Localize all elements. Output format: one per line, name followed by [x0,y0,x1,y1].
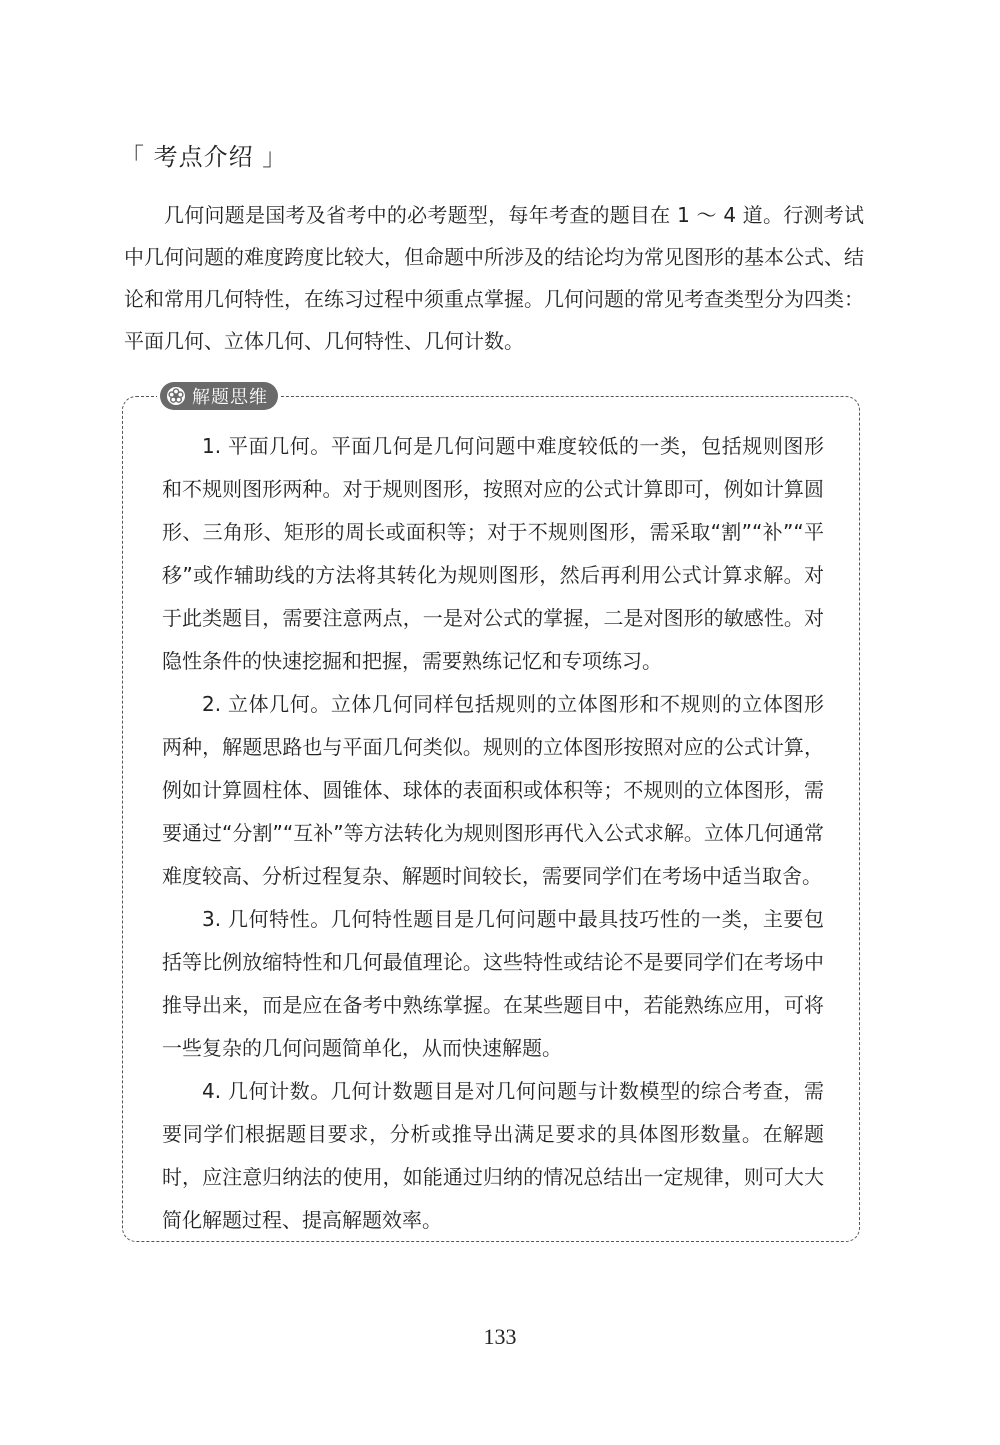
thinking-badge [160,382,278,410]
flower-icon [166,386,186,406]
thinking-item: 3. 几何特性。几何特性题目是几何问题中最具技巧性的一类，主要包括等比例放缩特性和几何最值理论。这些特性或结论不是要同学们在考场中推导出来，而是应在备考中熟练掌握。在某些题目中，若能熟练应用，可将一些复杂的几何问题简单化，从而快速解题。 [162,907,824,1060]
thinking-item: 1. 平面几何。平面几何是几何问题中难度较低的一类，包括规则图形和不规则图形两种。对于规则图形，按照对应的公式计算即可，例如计算圆形、三角形、矩形的周长或面积等；对于不规则图形，需采取“割”“补”“平移”或作辅助线的方法将其转化为规则图形，然后再利用公式计算求解。对于此类题目，需要注意两点，一是对公式的掌握，二是对图形的敏感性。对隐性条件的快速挖掘和把握，需要熟练记忆和专项练习。 [162,434,824,673]
thinking-item: 2. 立体几何。立体几何同样包括规则的立体图形和不规则的立体图形两种，解题思路也与平面几何类似。规则的立体图形按照对应的公式计算，例如计算圆柱体、圆锥体、球体的表面积或体积等；不规则的立体图形，需要通过“分割”“互补”等方法转化为规则图形再代入公式求解。立体几何通常难度较高、分析过程复杂、解题时间较长，需要同学们在考场中适当取舍。 [162,692,824,888]
thinking-item: 4. 几何计数。几何计数题目是对几何问题与计数模型的综合考查，需要同学们根据题目要求，分析或推导出满足要求的具体图形数量。在解题时，应注意归纳法的使用，如能通过归纳的情况总结出一定规律，则可大大简化解题过程、提高解题效率。 [162,1079,824,1232]
page-number: 133 [483,1324,517,1349]
section-heading: 「 考点介绍 」 [120,143,288,171]
intro-section [124,194,864,362]
thinking-content [162,425,824,1242]
intro-paragraph: 几何问题是国考及省考中的必考题型，每年考查的题目在 1 ～ 4 道。行测考试中几何问题的难度跨度比较大，但命题中所涉及的结论均为常见图形的基本公式、结论和常用几何特性，在练习过程中须重点掌握。几何问题的常见考查类型分为四类：平面几何、立体几何、几何特性、几何计数。 [124,203,864,353]
thinking-badge-label: 解题思维 [192,387,268,408]
